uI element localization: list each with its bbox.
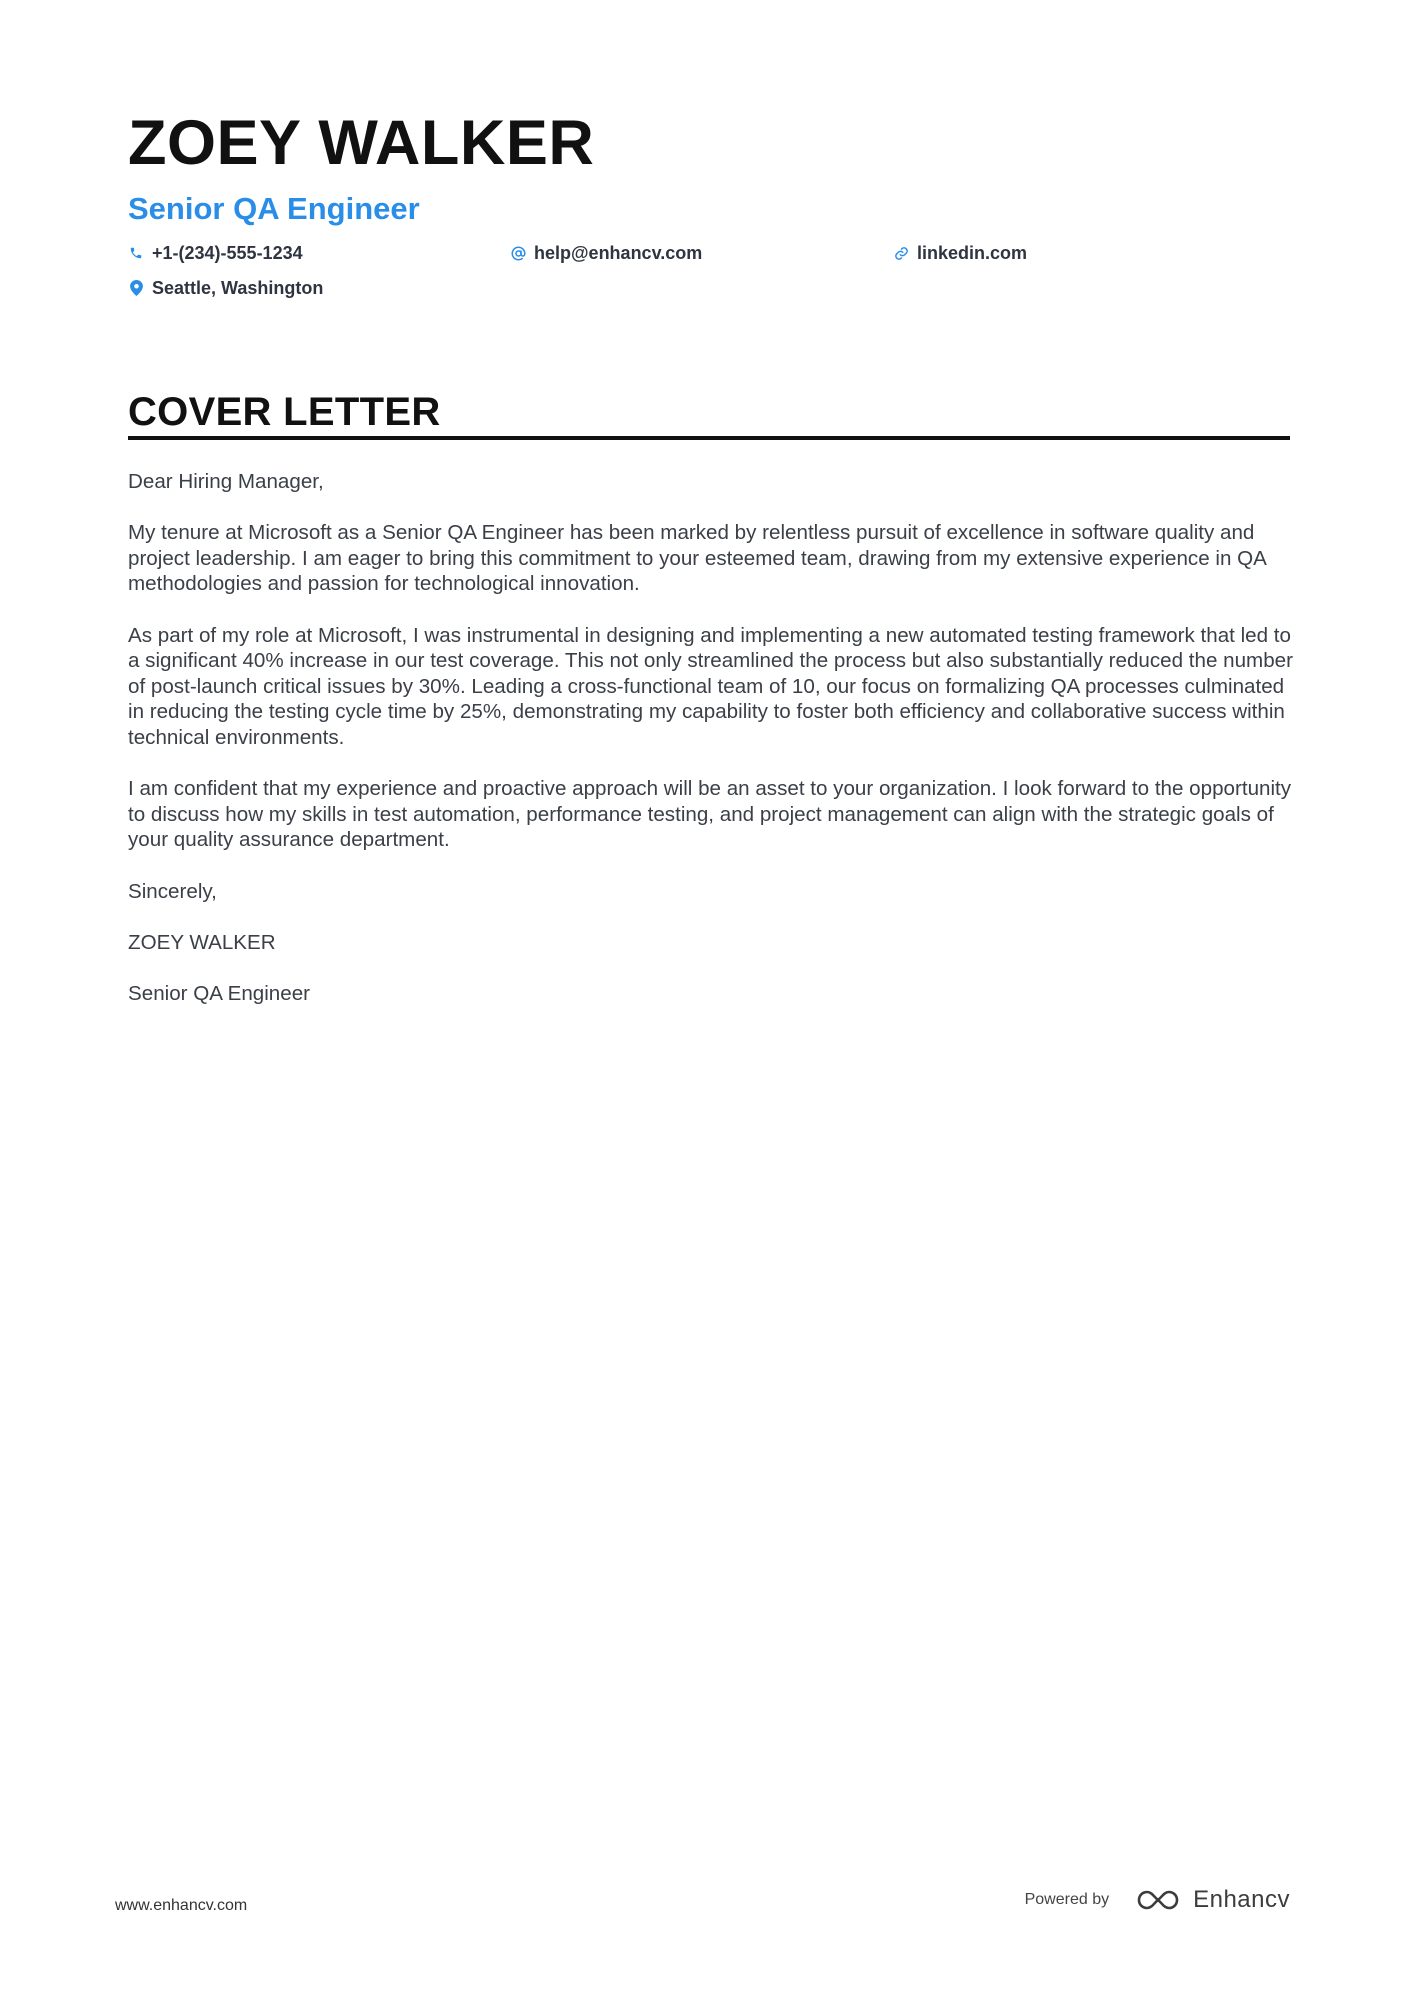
signature-title: Senior QA Engineer <box>128 981 311 1005</box>
letter-paragraph: My tenure at Microsoft as a Senior QA Engineer has been marked by relentless pursuit of excellence in software quality and project leadership. I am eager to bring this commitment to your esteemed team, drawing from my extensive experience in QA methodologies and passion for technological innovation. <box>128 521 1266 596</box>
contact-link[interactable] <box>893 244 1027 262</box>
section-divider <box>128 436 1290 440</box>
candidate-name: ZOEY WALKER <box>128 108 595 178</box>
footer-website[interactable]: www.enhancv.com <box>115 1897 248 1914</box>
location-text: Seattle, Washington <box>152 278 324 298</box>
at-icon <box>510 244 526 262</box>
contact-location <box>128 279 323 297</box>
letter-body <box>128 469 1303 1032</box>
map-pin-icon <box>128 279 144 297</box>
letter-paragraph: I am confident that my experience and proactive approach will be an asset to your organization. I look forward to the opportunity to discuss how my skills in test automation, performance testing, and project management can align with the strategic goals of your quality assurance department. <box>128 777 1292 852</box>
link-text: linkedin.com <box>917 243 1028 263</box>
section-title: COVER LETTER <box>128 390 441 434</box>
letter-paragraph: As part of my role at Microsoft, I was instrumental in designing and implementing a new automated testing framework that led to a significant 40% increase in our test coverage. This not only streamlined the process but also substantially reduced the number of post-launch critical issues by 30%. Leading a cross-functional team of 10, our focus on formalizing QA processes culminated in reducing the testing cycle time by 25%, demonstrating my capability to foster both efficiency and collaborative success within technical environments. <box>128 623 1293 749</box>
contact-phone <box>128 244 303 262</box>
letter-greeting: Dear Hiring Manager, <box>128 470 324 493</box>
email-text: help@enhancv.com <box>534 243 703 263</box>
candidate-title: Senior QA Engineer <box>128 191 420 226</box>
signature-name: ZOEY WALKER <box>128 930 276 954</box>
link-icon <box>893 244 909 262</box>
enhancv-logo-icon <box>1135 1888 1181 1912</box>
contact-email[interactable] <box>510 244 702 262</box>
phone-icon <box>128 244 144 262</box>
brand-name: Enhancv <box>1193 1886 1290 1913</box>
footer-branding[interactable] <box>1025 1886 1290 1914</box>
powered-by-label: Powered by <box>1024 1891 1110 1908</box>
letter-closing: Sincerely, <box>128 879 217 903</box>
phone-text: +1-(234)-555-1234 <box>152 243 303 263</box>
